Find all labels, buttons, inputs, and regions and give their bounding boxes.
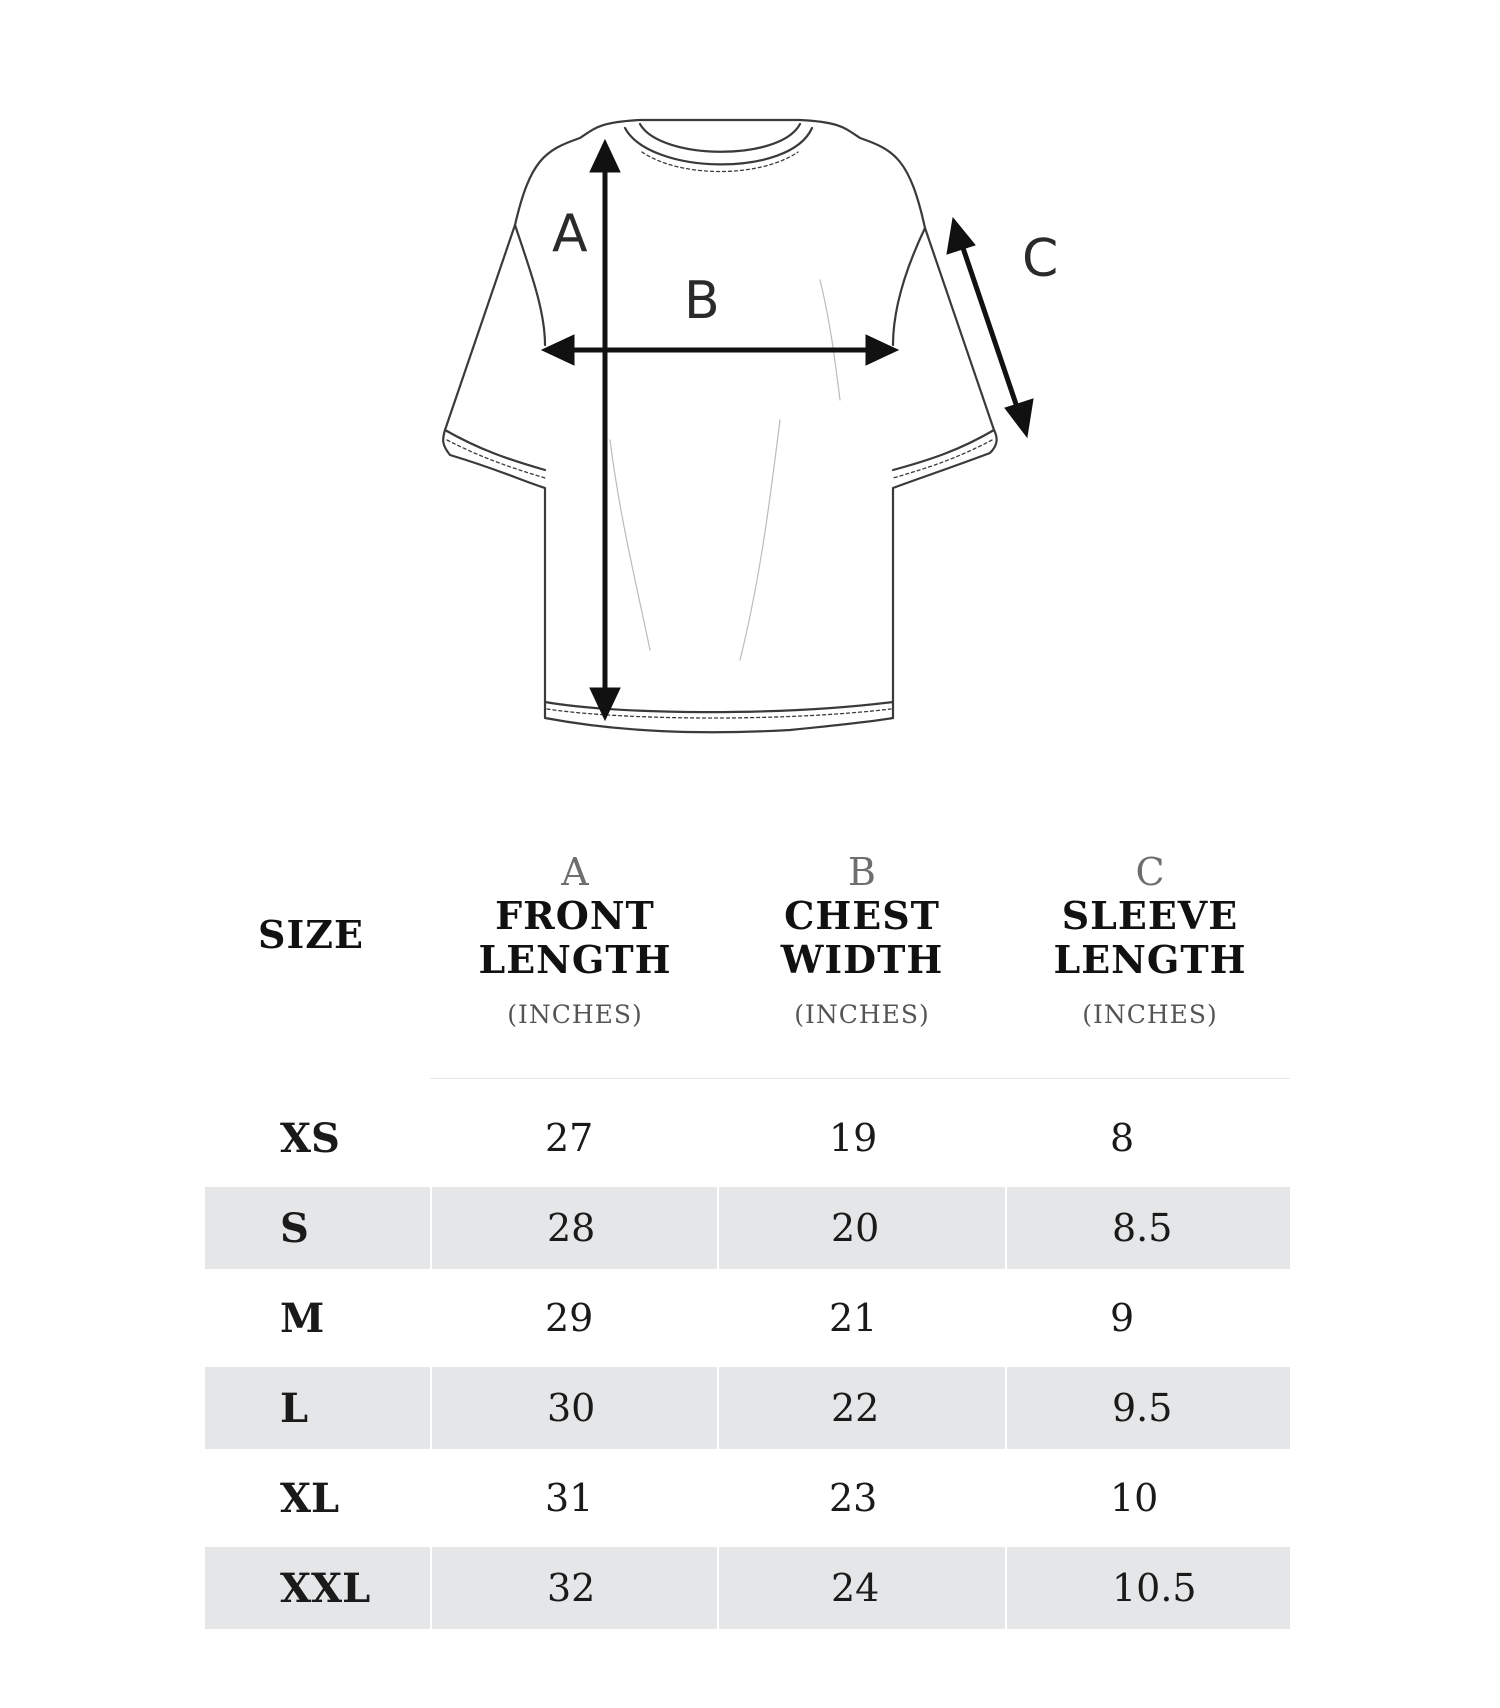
sleeve-length-cell: 9.5 (1005, 1367, 1290, 1449)
column-name-line1: FRONT (495, 893, 655, 938)
size-cell: XS (280, 1114, 340, 1162)
size-header: SIZE (258, 912, 364, 957)
table-row (205, 1449, 1290, 1547)
size-cell: XL (280, 1474, 340, 1522)
size-cell: L (280, 1384, 309, 1432)
column-letter: C (1135, 850, 1165, 894)
column-header-sleeve-length (1005, 850, 1295, 1029)
label-b: B (684, 271, 720, 331)
column-unit: (INCHES) (794, 1000, 930, 1029)
column-header-front-length (430, 850, 720, 1029)
arrow-a-icon (590, 140, 620, 720)
front-length-cell: 30 (430, 1367, 717, 1449)
sleeve-length-cell: 10 (1110, 1476, 1159, 1520)
size-cell: M (280, 1294, 325, 1342)
chest-width-cell: 24 (717, 1547, 1005, 1629)
front-length-cell: 27 (545, 1116, 594, 1160)
sleeve-length-cell: 9 (1110, 1296, 1135, 1340)
column-letter: A (561, 850, 589, 894)
chest-width-cell: 20 (717, 1187, 1005, 1269)
chest-width-cell: 22 (717, 1367, 1005, 1449)
column-name-line1: CHEST (784, 893, 940, 938)
column-name-line1: SLEEVE (1061, 893, 1239, 938)
label-c: C (1022, 229, 1059, 289)
chest-width-cell: 21 (829, 1296, 878, 1340)
sleeve-length-cell: 10.5 (1005, 1547, 1290, 1629)
column-name-line2: LENGTH (1053, 937, 1247, 982)
arrow-b-icon (542, 335, 898, 365)
front-length-cell: 29 (545, 1296, 594, 1340)
column-unit: (INCHES) (507, 1000, 643, 1029)
tshirt-diagram (0, 0, 1500, 760)
size-table (205, 1089, 1290, 1629)
table-row (205, 1089, 1290, 1187)
front-length-cell: 31 (545, 1476, 594, 1520)
table-row (205, 1367, 1290, 1449)
column-name-line2: LENGTH (478, 937, 672, 982)
table-row (205, 1547, 1290, 1629)
column-name-line2: WIDTH (780, 937, 944, 982)
size-cell: XXL (280, 1564, 371, 1612)
sleeve-length-cell: 8.5 (1005, 1187, 1290, 1269)
size-cell: S (280, 1204, 309, 1252)
header-divider (430, 1078, 1290, 1079)
table-row (205, 1187, 1290, 1269)
table-row (205, 1269, 1290, 1367)
front-length-cell: 32 (430, 1547, 717, 1629)
tshirt-illustration (0, 0, 1500, 760)
chest-width-cell: 19 (829, 1116, 878, 1160)
sleeve-length-cell: 8 (1110, 1116, 1135, 1160)
column-letter: B (848, 850, 876, 894)
label-a: A (552, 204, 588, 264)
column-header-chest-width (717, 850, 1007, 1029)
column-unit: (INCHES) (1082, 1000, 1218, 1029)
front-length-cell: 28 (430, 1187, 717, 1269)
chest-width-cell: 23 (829, 1476, 878, 1520)
